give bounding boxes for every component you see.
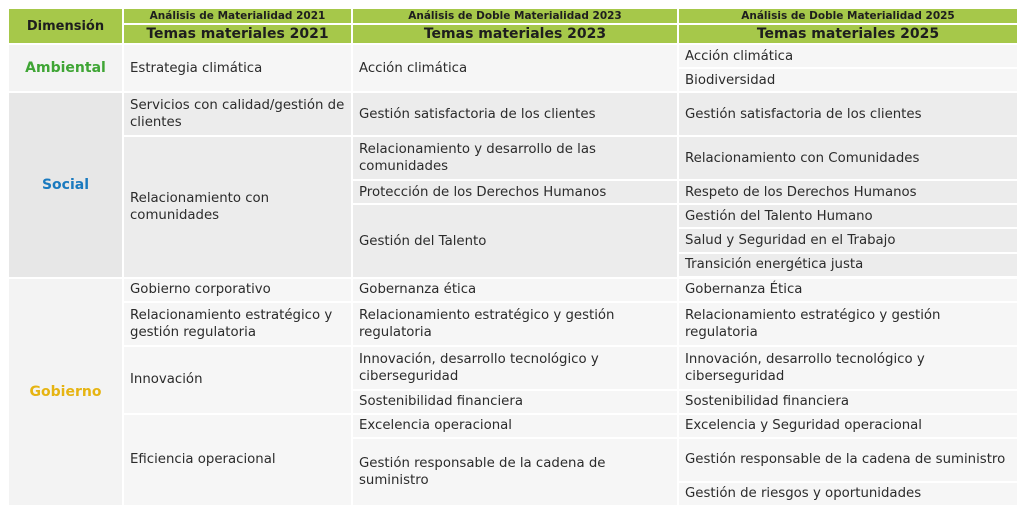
cell-2025: Gestión del Talento Humano [678,204,1018,228]
header-col2-top: Análisis de Doble Materialidad 2023 [352,8,678,24]
cell-2025: Gestión satisfactoria de los clientes [678,92,1018,136]
cell-2025: Salud y Seguridad en el Trabajo [678,228,1018,252]
cell-2025: Relacionamiento con Comunidades [678,136,1018,180]
cell-2023: Excelencia operacional [352,414,678,438]
cell-2025: Transición energética justa [678,253,1018,277]
header-col2-sub: Temas materiales 2023 [352,24,678,44]
header-dimension: Dimensión [8,8,123,44]
cell-2023: Acción climática [352,44,678,92]
header-col1-sub: Temas materiales 2021 [123,24,352,44]
header-col3-top: Análisis de Doble Materialidad 2025 [678,8,1018,24]
table-row [8,346,1018,390]
table-row [8,302,1018,346]
header-col3-sub: Temas materiales 2025 [678,24,1018,44]
cell-2025: Biodiversidad [678,68,1018,92]
header-row-top [8,8,1018,24]
dimension-social: Social [8,92,123,277]
cell-2025: Respeto de los Derechos Humanos [678,180,1018,204]
cell-2025: Gobernanza Ética [678,278,1018,302]
cell-2023: Relacionamiento estratégico y gestión regulatoria [352,302,678,346]
cell-2025: Innovación, desarrollo tecnológico y ciberseguridad [678,346,1018,390]
table-row [8,92,1018,136]
cell-2023: Protección de los Derechos Humanos [352,180,678,204]
table-row [8,44,1018,68]
cell-2023: Sostenibilidad financiera [352,390,678,414]
table-row [8,136,1018,180]
cell-2023: Gestión satisfactoria de los clientes [352,92,678,136]
cell-2021: Relacionamiento con comunidades [123,136,352,277]
cell-2025: Acción climática [678,44,1018,68]
cell-2023: Relacionamiento y desarrollo de las comunidades [352,136,678,180]
cell-2021: Estrategia climática [123,44,352,92]
cell-2025: Relacionamiento estratégico y gestión regulatoria [678,302,1018,346]
cell-2025: Gestión responsable de la cadena de suministro [678,438,1018,482]
cell-2021: Gobierno corporativo [123,278,352,302]
dimension-gobierno: Gobierno [8,278,123,506]
materiality-table [7,7,1019,507]
cell-2023: Gestión responsable de la cadena de suministro [352,438,678,506]
header-row-sub [8,24,1018,44]
header-col1-top: Análisis de Materialidad 2021 [123,8,352,24]
cell-2021: Innovación [123,346,352,414]
cell-2023: Innovación, desarrollo tecnológico y ciberseguridad [352,346,678,390]
cell-2021: Servicios con calidad/gestión de clientes [123,92,352,136]
cell-2023: Gobernanza ética [352,278,678,302]
cell-2025: Gestión de riesgos y oportunidades [678,482,1018,506]
cell-2023: Gestión del Talento [352,204,678,277]
cell-2021: Relacionamiento estratégico y gestión regulatoria [123,302,352,346]
table-row [8,414,1018,438]
table-row [8,278,1018,302]
cell-2025: Excelencia y Seguridad operacional [678,414,1018,438]
cell-2021: Eficiencia operacional [123,414,352,506]
cell-2025: Sostenibilidad financiera [678,390,1018,414]
dimension-ambiental: Ambiental [8,44,123,92]
